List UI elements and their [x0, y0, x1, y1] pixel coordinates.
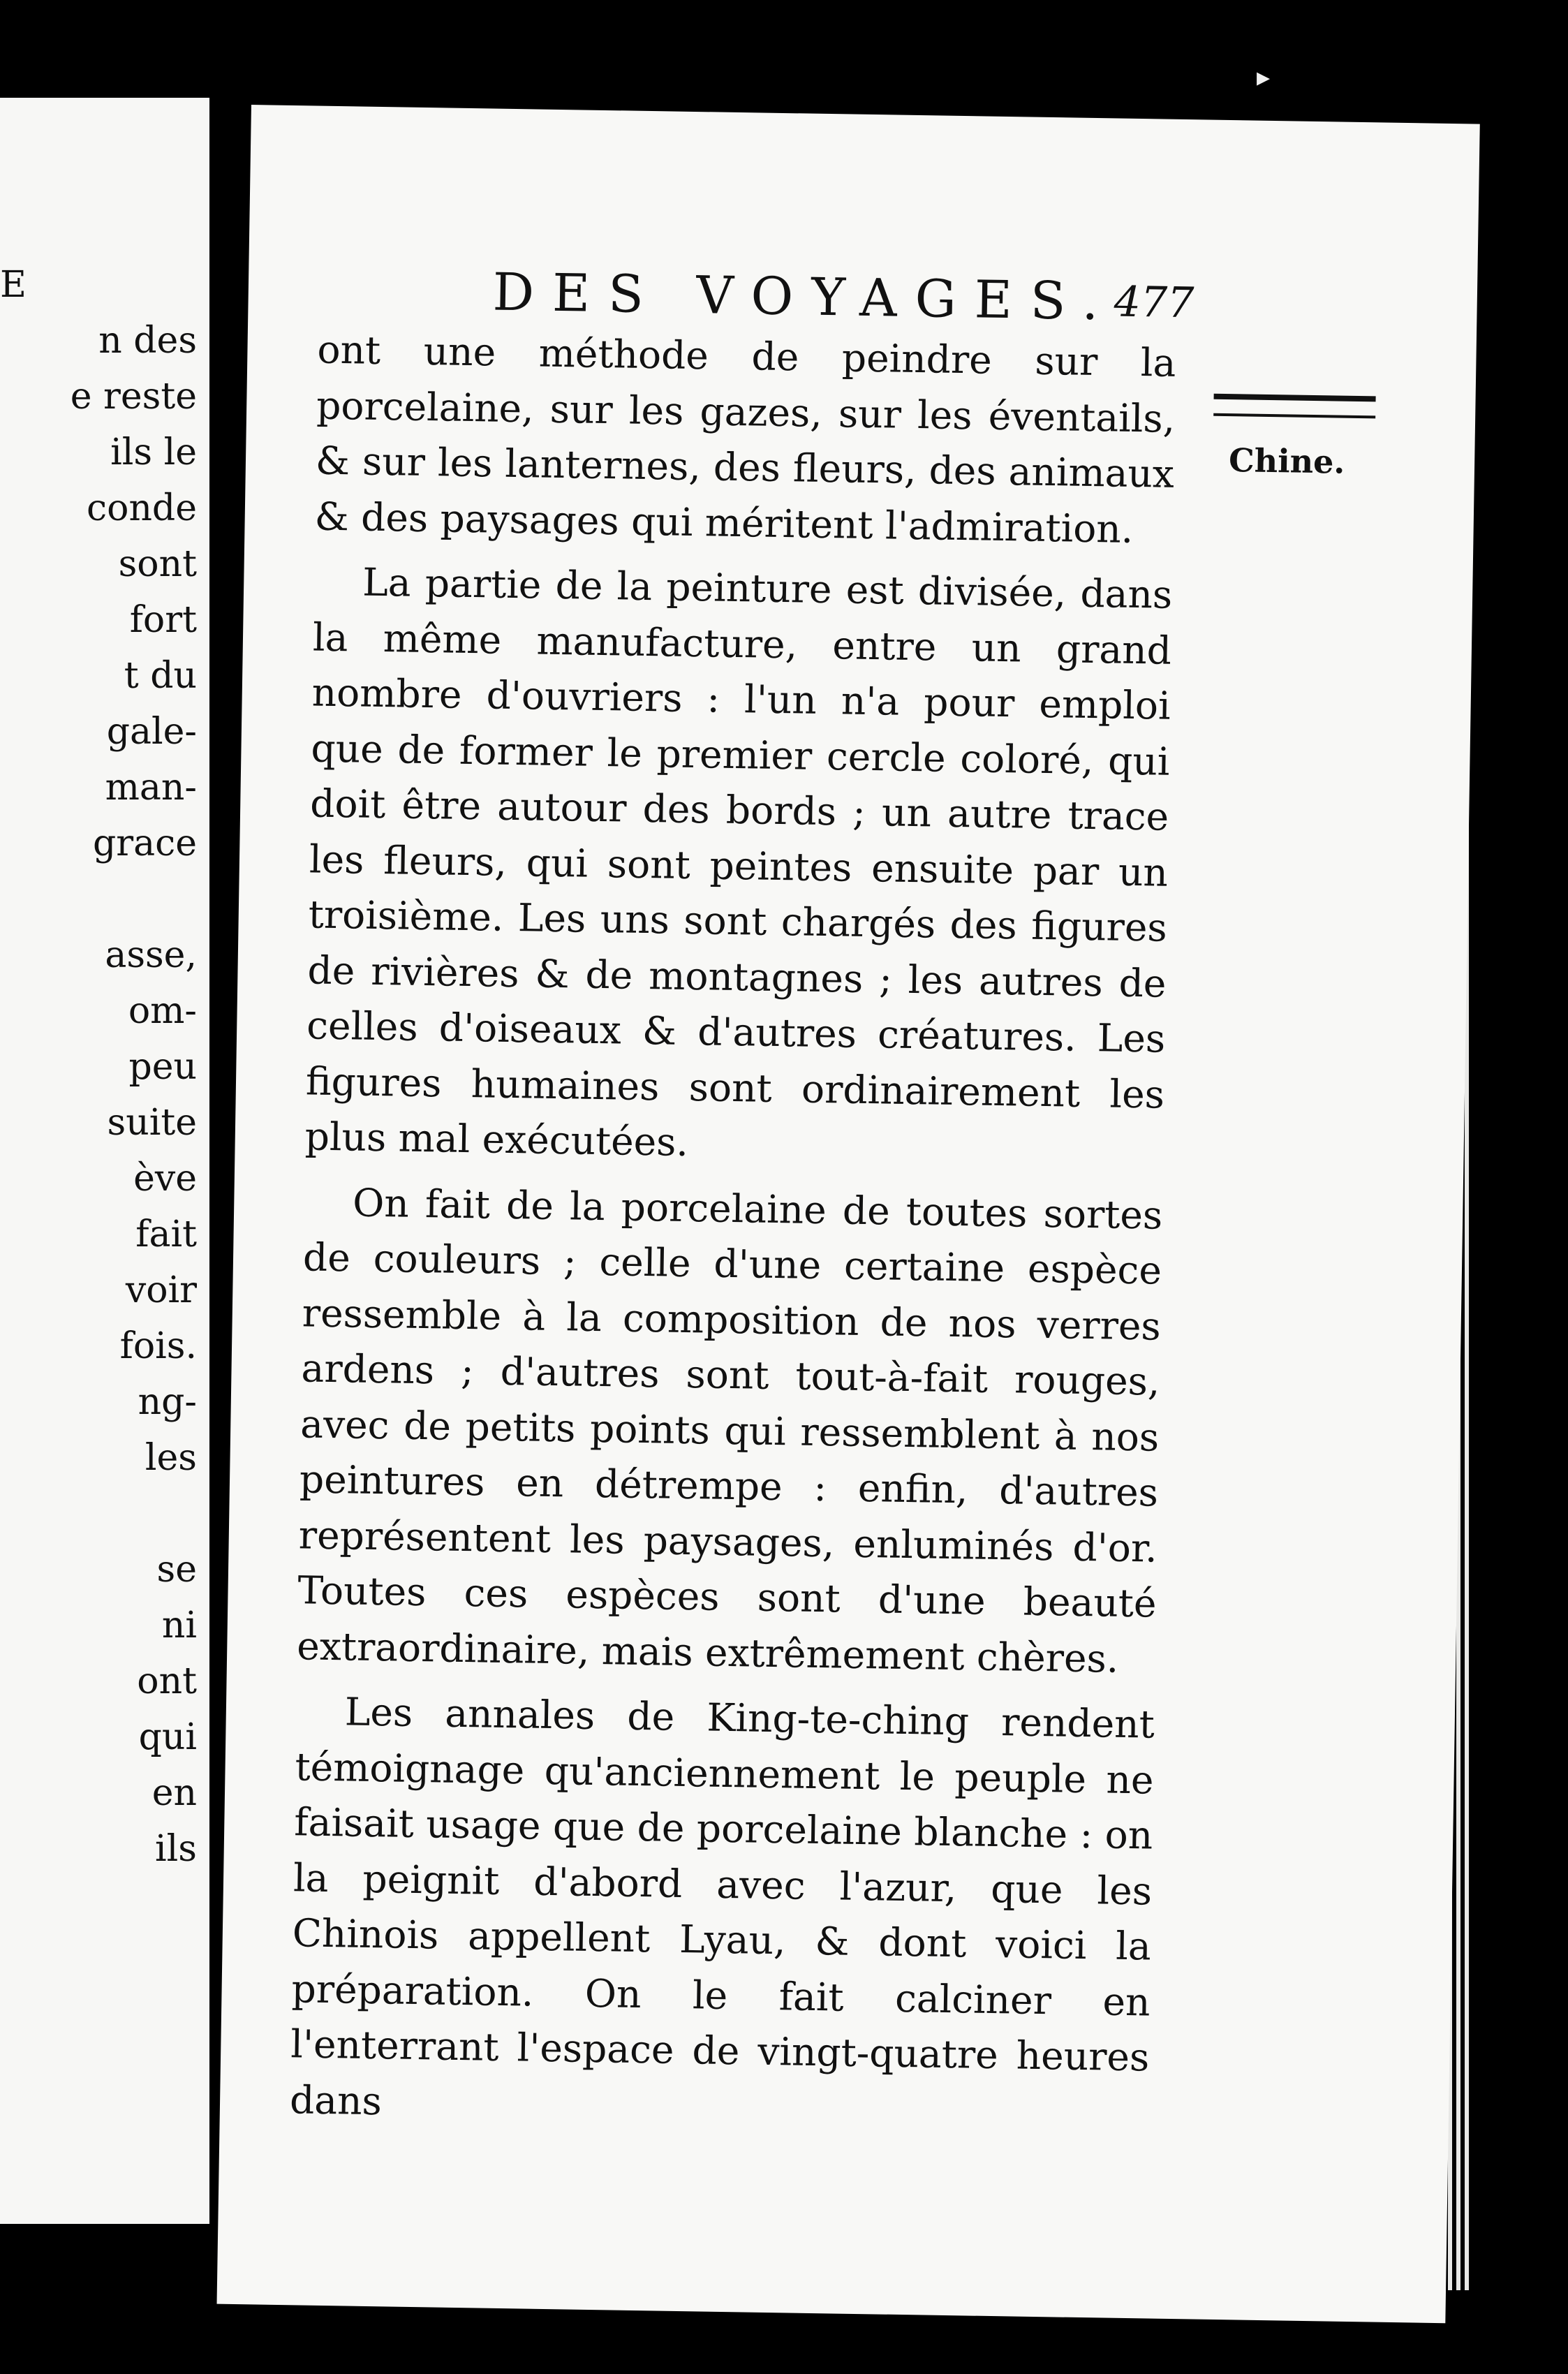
running-head: DES VOYAGES.: [492, 262, 1118, 332]
facing-page-fragment: gale-: [106, 711, 197, 753]
paragraph: Les annales de King-te-ching rendent témoignage qu'anciennement le peuple ne faisait usage que de porcelaine blanche : on la peignit d'abord avec l'azur, que les Chinois appellent Lyau, & dont voici la préparation. On le fait calciner en l'enterrant l'espace de vingt-quatre heures dans: [289, 1689, 1155, 2123]
facing-page-fragment: suite: [107, 1102, 197, 1144]
paragraph: On fait de la porcelaine de toutes sortes de couleurs ; celle d'une certaine espèce ressemble à la composition de nos verres ardens ; d'autres sont tout-à-fait rouges, avec de petits points qui ressemblent à nos peintures en détrempe : enfin, d'autres représentent les paysages, enluminés d'or. Toutes ces espèces sont d'une beauté extraordinaire, mais extrêmement chères.: [296, 1179, 1163, 1681]
facing-page-fragment: sont: [118, 543, 197, 585]
facing-page-fragment: ils le: [110, 432, 197, 473]
facing-page-fragment: ils: [155, 1828, 197, 1870]
page-number: 477: [1114, 277, 1195, 328]
facing-page-fragment: voir: [125, 1269, 197, 1311]
margin-note: Chine.: [1228, 441, 1345, 481]
facing-page-fragment: se: [156, 1549, 197, 1591]
facing-page: [0, 98, 209, 2224]
paragraph: La partie de la peinture est divisée, dans la même manufacture, entre un grand nombre d'ouvriers : l'un n'a pour emploi que de former le premier cercle coloré, qui doit être autour des bords ; un autre trace les fleurs, qui sont peintes ensuite par un troisième. Les uns sont chargés des figures de rivières & de montagnes ; les autres de celles d'oiseaux & d'autres créatures. Les figures humaines sont ordinairement les plus mal exécutées.: [304, 559, 1173, 1165]
corner-mark-icon: ▸: [1257, 61, 1271, 92]
margin-rule: [1213, 394, 1375, 419]
facing-page-fragment: ève: [133, 1158, 197, 1200]
facing-page-fragment: asse,: [105, 934, 197, 976]
facing-page-fragment: en: [151, 1772, 197, 1814]
facing-page-fragment: fait: [135, 1214, 197, 1255]
facing-page-fragment: conde: [87, 487, 197, 529]
facing-page-fragment: t du: [124, 655, 197, 697]
facing-page-fragment: E: [0, 264, 27, 306]
facing-page-fragment: n des: [98, 320, 197, 362]
book-page: [217, 105, 1480, 2323]
facing-page-fragment: qui: [138, 1716, 197, 1758]
facing-page-fragment: e reste: [70, 376, 197, 418]
body-text: [289, 323, 1176, 2151]
facing-page-fragment: grace: [92, 823, 197, 864]
paragraph: ont une méthode de peindre sur la porcelaine, sur les gazes, sur les éventails, & sur les lanternes, des fleurs, des animaux & des paysages qui méritent l'admiration.: [314, 327, 1176, 552]
facing-page-fragment: fort: [129, 599, 197, 641]
facing-page-fragment: ont: [137, 1660, 197, 1702]
facing-page-fragment: man-: [105, 767, 197, 809]
facing-page-fragment: ng-: [138, 1381, 197, 1423]
facing-page-fragment: fois.: [119, 1325, 197, 1367]
facing-page-fragment: les: [145, 1437, 197, 1479]
facing-page-fragment: ni: [161, 1605, 197, 1646]
facing-page-fragment: om-: [128, 990, 197, 1032]
facing-page-fragment: peu: [128, 1046, 197, 1088]
